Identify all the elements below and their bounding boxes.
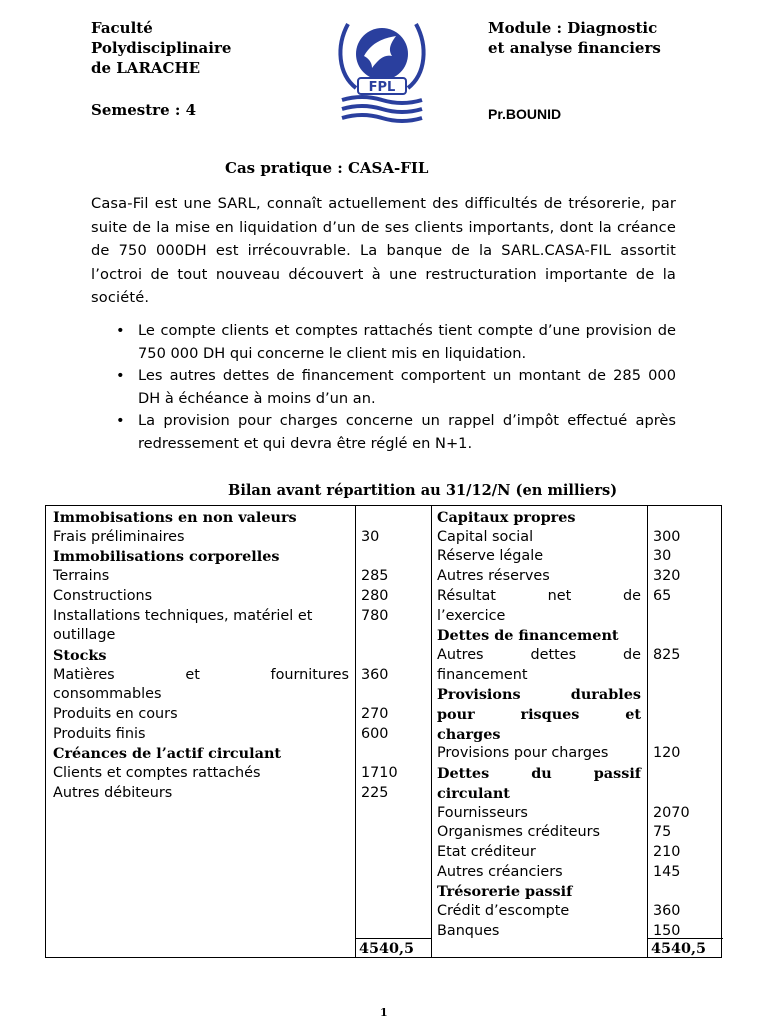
module-title bbox=[488, 18, 661, 58]
passif-row-label: Dettes de financement bbox=[437, 627, 619, 645]
passif-row-value: 30 bbox=[653, 548, 672, 565]
actif-row-label: Produits en cours bbox=[53, 706, 178, 722]
faculty-line-1: Faculté bbox=[91, 19, 153, 37]
actif-row-value: 280 bbox=[361, 587, 389, 604]
passif-row-label: Résultat net de bbox=[437, 587, 641, 604]
actif-row-label: outillage bbox=[53, 627, 116, 644]
total-passif: 4540,5 bbox=[651, 940, 707, 957]
passif-row-label: Capital social bbox=[437, 528, 534, 545]
passif-row-value: 150 bbox=[653, 922, 681, 939]
page-number: 1 bbox=[380, 1006, 388, 1019]
actif-row-label: Terrains bbox=[53, 568, 110, 585]
bullet-item bbox=[91, 365, 676, 410]
actif-row-label: Constructions bbox=[53, 587, 153, 604]
passif-row-label: Fournisseurs bbox=[437, 804, 528, 821]
passif-row-value: 2070 bbox=[653, 804, 690, 821]
actif-row-label: Matières et fournitures bbox=[53, 666, 349, 683]
passif-row-label: Provisions durables bbox=[437, 686, 641, 704]
fpl-logo bbox=[334, 16, 430, 124]
bullet-icon: • bbox=[116, 322, 125, 339]
actif-row-value: 270 bbox=[361, 706, 389, 722]
faculty-line-2: Polydisciplinaire bbox=[91, 39, 232, 57]
professor-name: Pr.BOUNID bbox=[488, 106, 562, 122]
passif-row-label: Banques bbox=[437, 922, 500, 939]
passif-row-value: 360 bbox=[653, 903, 681, 919]
passif-row-label: pour risques et bbox=[437, 706, 641, 723]
logo-text: FPL bbox=[368, 80, 396, 95]
bullet-item bbox=[91, 410, 676, 455]
actif-row-label: Immobisations en non valeurs bbox=[53, 509, 297, 526]
module-line-1: Module : Diagnostic bbox=[488, 19, 658, 37]
actif-row-label: Produits finis bbox=[53, 725, 146, 742]
actif-row-label: Autres débiteurs bbox=[53, 784, 173, 801]
bullet-item bbox=[91, 320, 676, 365]
bullet-text: La provision pour charges concerne un rappel d’impôt effectué après redressement et qui devra être réglé en N+1. bbox=[138, 412, 676, 452]
actif-row-value: 780 bbox=[361, 607, 389, 624]
column-divider bbox=[647, 506, 648, 957]
actif-row-value: 360 bbox=[361, 666, 389, 683]
case-title: Cas pratique : CASA-FIL bbox=[225, 159, 429, 177]
passif-row-label: financement bbox=[437, 666, 528, 683]
passif-row-value: 300 bbox=[653, 528, 681, 545]
bullet-text: Les autres dettes de financement comportent un montant de 285 000 DH à échéance à moins d’un an. bbox=[138, 367, 676, 407]
column-divider bbox=[355, 506, 356, 957]
passif-row-label: Autres réserves bbox=[437, 568, 550, 585]
passif-row-label: Réserve légale bbox=[437, 548, 544, 565]
passif-row-value: 210 bbox=[653, 843, 681, 860]
actif-row-value: 600 bbox=[361, 725, 389, 742]
faculty-name bbox=[91, 18, 231, 78]
actif-row-value: 285 bbox=[361, 568, 389, 585]
passif-row-value: 145 bbox=[653, 863, 681, 880]
module-line-2: et analyse financiers bbox=[488, 39, 661, 57]
passif-row-label: Capitaux propres bbox=[437, 509, 576, 526]
column-divider bbox=[431, 506, 432, 957]
actif-row-label: Clients et comptes rattachés bbox=[53, 765, 261, 782]
actif-row-label: Frais préliminaires bbox=[53, 528, 185, 545]
passif-row-label: Crédit d’escompte bbox=[437, 903, 570, 919]
actif-row-label: Immobilisations corporelles bbox=[53, 548, 280, 566]
passif-row-value: 825 bbox=[653, 646, 681, 663]
semester-label: Semestre : 4 bbox=[91, 101, 197, 119]
bullet-icon: • bbox=[116, 412, 125, 429]
actif-row-value: 30 bbox=[361, 528, 380, 545]
passif-row-value: 65 bbox=[653, 587, 672, 604]
actif-row-label: consommables bbox=[53, 686, 162, 703]
bullet-list bbox=[91, 320, 676, 455]
passif-row-label: Trésorerie passif bbox=[437, 883, 573, 901]
bullet-icon: • bbox=[116, 367, 125, 384]
balance-sheet-table bbox=[45, 505, 722, 958]
passif-row-label: Provisions pour charges bbox=[437, 745, 609, 762]
passif-row-label: Autres créanciers bbox=[437, 863, 563, 880]
passif-row-label: circulant bbox=[437, 784, 510, 802]
passif-row-label: Dettes du passif bbox=[437, 765, 641, 783]
passif-row-value: 320 bbox=[653, 568, 681, 585]
faculty-line-3: de LARACHE bbox=[91, 59, 201, 77]
actif-row-label: Créances de l’actif circulant bbox=[53, 745, 282, 763]
passif-row-value: 75 bbox=[653, 824, 672, 841]
actif-row-value: 225 bbox=[361, 784, 389, 801]
passif-row-label: Etat créditeur bbox=[437, 843, 536, 860]
total-actif: 4540,5 bbox=[359, 940, 415, 957]
passif-row-label: l’exercice bbox=[437, 607, 506, 624]
table-title: Bilan avant répartition au 31/12/N (en milliers) bbox=[228, 482, 618, 499]
actif-row-value: 1710 bbox=[361, 765, 398, 782]
passif-row-value: 120 bbox=[653, 745, 681, 762]
actif-row-label: Stocks bbox=[53, 646, 107, 664]
actif-row-label: Installations techniques, matériel et bbox=[53, 607, 313, 624]
passif-row-label: charges bbox=[437, 725, 501, 743]
bullet-text: Le compte clients et comptes rattachés tient compte d’une provision de 750 000 DH qui concerne le client mis en liquidation. bbox=[138, 322, 676, 362]
passif-row-label: Autres dettes de bbox=[437, 646, 641, 663]
intro-paragraph: Casa-Fil est une SARL, connaît actuellement des difficultés de trésorerie, par suite de la mise en liquidation d’un de ses clients importants, dont la créance de 750 000DH est irrécouvrable. La banque de la SARL.CASA-FIL assortit l’octroi de tout nouveau découvert à une restructuration importante de la société. bbox=[91, 195, 676, 306]
passif-row-label: Organismes créditeurs bbox=[437, 824, 601, 841]
